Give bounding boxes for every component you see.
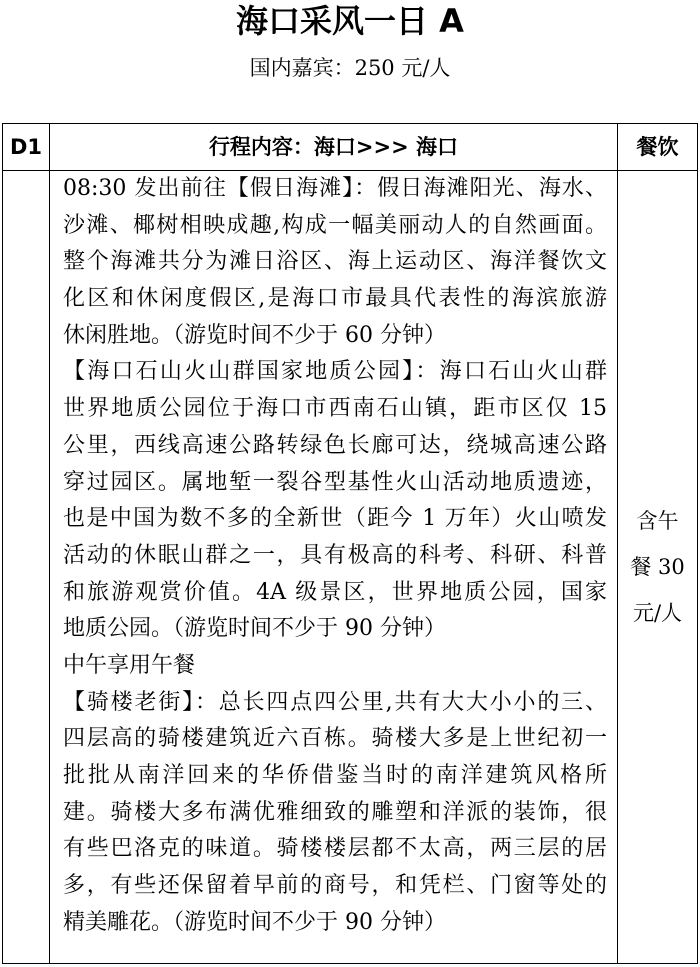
- meal-line: 餐 30: [630, 555, 685, 579]
- itinerary-line: 多，有些还保留着早前的商号，和凭栏、门窗等处的: [63, 873, 607, 899]
- content-header-label: 行程内容：海口>>> 海口: [208, 135, 459, 159]
- itinerary-line: 精美雕花。（游览时间不少于 90 分钟）: [63, 909, 446, 935]
- table-header-row: [3, 124, 698, 171]
- itinerary-paragraph: [63, 648, 607, 685]
- content-header-cell: [50, 124, 618, 171]
- itinerary-line: 地质公园。（游览时间不少于 90 分钟）: [63, 616, 446, 642]
- itinerary-line: 【骑楼老街】：总长四点四公里,共有大大小小的三、: [63, 689, 607, 715]
- itinerary-line: 活动的休眠山群之一，具有极高的科考、科研、科普: [63, 542, 607, 568]
- itinerary-paragraph: [63, 171, 607, 354]
- document-title: 海口采风一日 A: [236, 2, 464, 40]
- itinerary-text: [63, 171, 607, 941]
- itinerary-paragraph: [63, 354, 607, 648]
- itinerary-line: 也是中国为数不多的全新世（距今 1 万年）火山喷发: [63, 506, 607, 532]
- itinerary-line: 整个海滩共分为滩日浴区、海上运动区、海洋餐饮文: [63, 249, 607, 275]
- day-header-cell: [3, 124, 50, 171]
- itinerary-line: 08:30 发出前往【假日海滩】：假日海滩阳光、海水、: [63, 176, 607, 201]
- itinerary-line: 批批从南洋回来的华侨借鉴当时的南洋建筑风格所: [63, 763, 607, 788]
- content-cell: [50, 171, 618, 964]
- itinerary-line: 休闲胜地。（游览时间不少于 60 分钟）: [63, 322, 446, 348]
- meal-cell: [618, 171, 698, 964]
- itinerary-line: 穿过园区。属地堑一裂谷型基性火山活动地质遗迹，: [63, 469, 607, 495]
- meal-line: 含午: [636, 509, 679, 533]
- meals-header-label: 餐饮: [636, 135, 679, 159]
- itinerary-line: 世界地质公园位于海口市西南石山镇，距市区仅 15: [63, 396, 607, 422]
- itinerary-line: 公里，西线高速公路转绿色长廊可达，绕城高速公路: [63, 432, 607, 458]
- itinerary-table: [2, 123, 698, 964]
- meals-header-cell: [618, 124, 698, 171]
- itinerary-line: 建。骑楼大多布满优雅细致的雕塑和洋派的装饰，很: [63, 799, 607, 825]
- itinerary-line: 中午享用午餐: [63, 652, 196, 678]
- itinerary-line: 和旅游观赏价值。4A 级景区，世界地质公园，国家: [63, 579, 607, 605]
- itinerary-line: 【海口石山火山群国家地质公园】：海口石山火山群: [63, 359, 607, 385]
- price-subtitle: 国内嘉宾：250 元/人: [249, 56, 451, 80]
- meal-text: [618, 498, 697, 636]
- day-label: D1: [9, 135, 43, 159]
- meal-line: 元/人: [632, 601, 683, 625]
- itinerary-line: 有些巴洛克的味道。骑楼楼层都不太高，两三层的居: [63, 836, 607, 862]
- itinerary-line: 化区和休闲度假区,是海口市最具代表性的海滨旅游: [63, 286, 607, 312]
- itinerary-paragraph: [63, 685, 607, 942]
- day-cell: [3, 171, 50, 964]
- itinerary-line: 沙滩、椰树相映成趣,构成一幅美丽动人的自然画面。: [63, 212, 607, 238]
- itinerary-line: 四层高的骑楼建筑近六百栋。骑楼大多是上世纪初一: [63, 726, 607, 752]
- table-row: [3, 171, 698, 964]
